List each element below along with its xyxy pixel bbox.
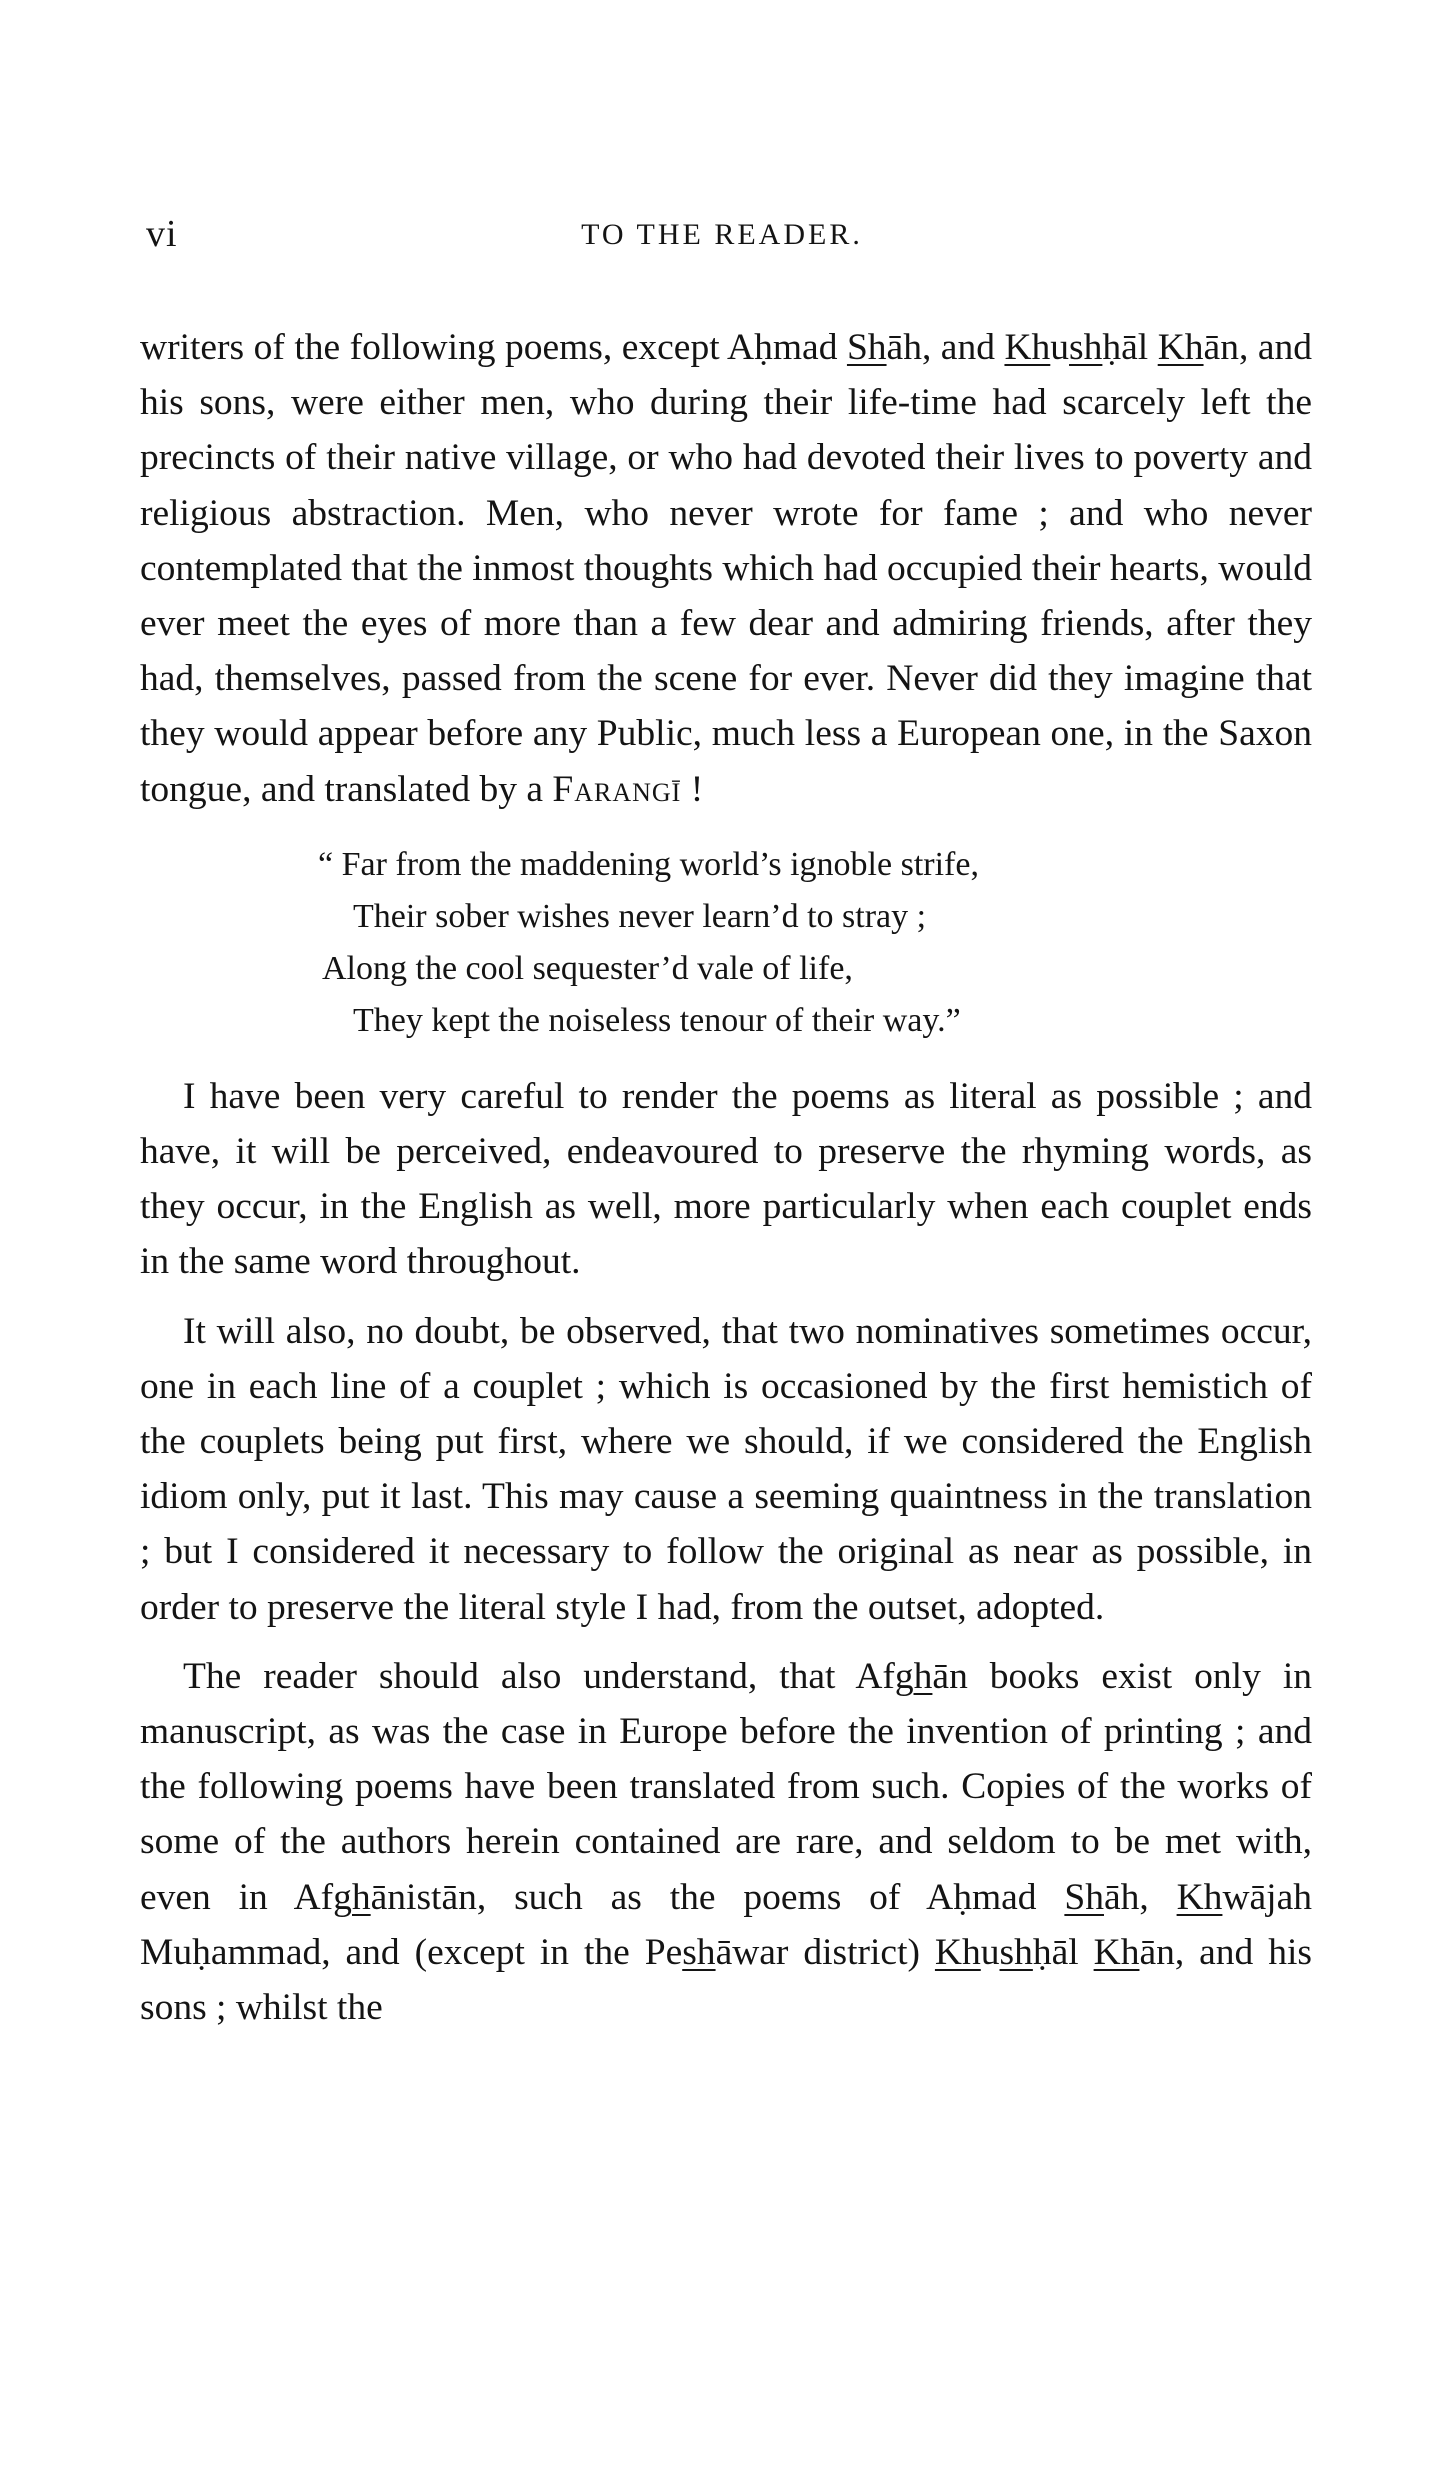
text-run: !: [681, 768, 704, 810]
paragraph: It will also, no doubt, be observed, that two nominatives sometimes occur, one in each line of a couplet ; which is occasioned by the first hemistich of the couplets being put first, where we should, if we considered the English idiom only, put it last. This may cause a seeming quaintness in the translation ; but I considered it necessary to follow the original as near as possible, in order to preserve the literal style I had, from the outset, adopted.: [140, 1310, 1312, 1628]
underlined-digraph: Sh: [846, 327, 887, 368]
text-run: āwar district): [715, 1931, 935, 1973]
text-run: ān books exist only in manuscript, as was the case in Europe before the invention of printing ; and the following poems have been translated from such. Copies of the works of some of the authors herein contained are rare, and seldom to be met with, even in Af: [140, 1655, 1312, 1918]
poem-line: They kept the noiseless tenour of their way.”: [353, 1001, 961, 1039]
underlined-digraph: Kh: [1176, 1876, 1223, 1918]
paragraph: I have been very careful to render the poems as literal as possible ; and have, it will be perceived, endeavoured to preserve the rhyming words, as they occur, in the English as well, more particularly when each couplet ends in the same word throughout.: [140, 1075, 1312, 1283]
underlined-digraph: Kh: [1093, 1931, 1140, 1973]
poem-line: “ Far from the maddening world’s ignoble strife,: [318, 845, 979, 883]
paragraph: [140, 1649, 1312, 2035]
underlined-digraph: sh: [682, 1931, 716, 1973]
underlined-digraph: Kh: [1004, 327, 1051, 368]
paragraph-continued: [140, 320, 1312, 817]
underlined-digraph: gh: [894, 1655, 933, 1697]
body-text: [140, 320, 1312, 2035]
poem-line: Along the cool sequester’d vale of life,: [322, 949, 853, 987]
name-ahmad: Aḥmad: [727, 327, 847, 368]
text-run: writers of the following poems, except: [140, 327, 728, 368]
underlined-digraph: gh: [333, 1876, 371, 1918]
farangi-smallcaps: Farangī: [552, 768, 682, 810]
quoted-poem: [140, 839, 1312, 1047]
text-run: ḥāl: [1032, 1931, 1094, 1973]
text-run: ḥāl: [1102, 327, 1158, 368]
underlined-digraph: Kh: [1157, 327, 1204, 368]
text-run: , and his sons, were either men, who during their life-time had scarcely left the precincts of their native village, or who had devoted their lives to poverty and religious abstraction. Men, who never wrote for fame ; and who never contemplated that the inmost thoughts which had occupied their hearts, would ever meet the eyes of more than a few dear and admiring friends, after they had, themselves, passed from the scene for ever. Never did they imagine that they would appear before any Public, much less a European one, in the Saxon tongue, and translated by a: [140, 327, 1312, 810]
text-run: ān, and his sons ; whilst the: [140, 1931, 1312, 2029]
underlined-digraph: sh: [1069, 327, 1103, 368]
poem-line: Their sober wishes never learn’d to stray ;: [353, 897, 927, 935]
page-number: vi: [146, 213, 178, 255]
paragraph-gap: [140, 1290, 1312, 1304]
text-run: āh, and: [886, 327, 1005, 368]
underlined-digraph: Sh: [1064, 1876, 1104, 1918]
running-title: TO THE READER.: [581, 218, 863, 251]
text-run: ānistān, such as the poems of Aḥmad: [370, 1876, 1065, 1918]
underlined-digraph: sh: [999, 1931, 1033, 1973]
text-run: ān: [1203, 327, 1239, 368]
underlined-digraph: Kh: [934, 1931, 981, 1973]
page-header: [132, 212, 1312, 272]
paragraph-gap: [140, 1635, 1312, 1649]
text-run: u: [1050, 327, 1070, 368]
text-run: u: [980, 1931, 1000, 1973]
text-run: āh,: [1103, 1876, 1177, 1918]
text-run: wājah Muḥammad, and (except in the Pe: [140, 1876, 1312, 1973]
text-run: The reader should also understand, that Af: [183, 1655, 895, 1697]
